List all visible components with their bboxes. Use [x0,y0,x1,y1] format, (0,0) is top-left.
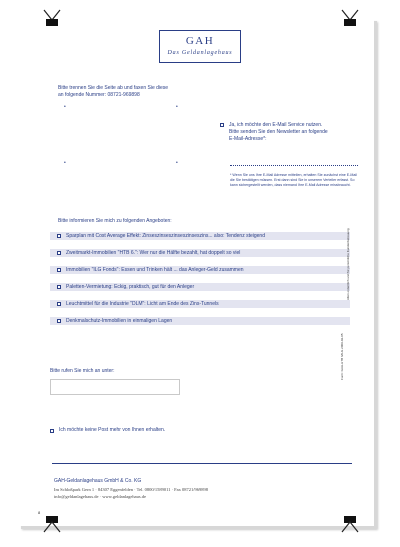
page-number: 8 [38,510,41,515]
phone-input[interactable] [50,379,180,395]
side-note-text: Allen ordentlich und für persönliche Kundenbetreuung [346,228,350,300]
fax-instruction-line: Bitte trennen Sie die Seite ab und faxen Sie diese [58,85,169,91]
offer-row[interactable] [50,266,350,274]
no-post-checkbox[interactable] [50,429,54,433]
email-service-option [220,122,360,143]
footer-company: GAH-Geldanlagehaus GmbH & Co. KG [54,478,142,484]
email-offer-line: Bitte senden Sie den Newsletter an folgende [229,129,328,135]
offer-label: Immobilien "ILG Fonds": Essen und Trinken hält ... das Anleger-Geld zusammen [66,266,244,273]
email-footnote: * Wenn Sie uns Ihre E-Mail Adresse mitteilen, erhalten Sie zunächst eine E-Mail die Sie bestätigen müssen. Erst dann sind Sie in unserem Verteiler erfasst. So kann sichergestellt werden, dass niemand Ihre E-Mail Adresse missbraucht. [230,173,357,187]
form-code-text: Form: GAH-HTB 6/ILG 2009-02-05 [340,333,344,380]
binder-clip-icon [40,8,64,28]
company-logo [159,30,241,63]
offers-intro: Bitte informieren Sie mich zu folgenden Angeboten: [58,218,172,224]
offer-row[interactable] [50,249,350,257]
email-service-checkbox[interactable] [220,123,224,127]
binder-clip-icon [338,514,362,534]
no-post-label: Ich möchte keine Post mehr von Ihnen erhalten. [59,427,166,433]
logo-subtitle: Das Geldanlagehaus [167,50,233,56]
email-address-field[interactable] [230,165,358,166]
logo-name: GAH [185,35,215,47]
binder-clip-icon [40,514,64,534]
offer-checkbox[interactable] [57,268,61,272]
address-marker: • [176,104,178,110]
offer-label: Leuchtmittel für die Industrie "DLM": Licht am Ende des Zins-Tunnels [66,300,219,307]
address-marker: • [176,160,178,166]
offer-row[interactable] [50,283,350,291]
no-post-option [50,427,165,434]
offer-label: Denkmalschutz-Immobilien in einmaligen Lagen [66,317,173,324]
offer-checkbox[interactable] [57,234,61,238]
offer-label: Zweitmarkt-Immobilien "HTB 6.": Wer nur die Hälfte bezahlt, hat doppelt so viel [66,249,241,256]
offer-label: Sparplan mit Cost Average Effekt: Zinseszinseszinseszinseszins... also: Tendenz steigend [66,232,265,239]
fax-instruction-line: an folgende Nummer: 08721-969898 [58,92,140,98]
offer-row[interactable] [50,232,350,240]
email-offer-line: E-Mail-Adresse*: [229,136,267,142]
offer-row[interactable] [50,300,350,308]
footer-address-block [54,486,354,500]
binder-clip-icon [338,8,362,28]
address-marker: • [64,104,66,110]
address-marker: • [64,160,66,166]
offer-checkbox[interactable] [57,251,61,255]
footer-divider [52,463,352,464]
offer-label: Paletten-Vermietung: Eckig, praktisch, gut für den Anleger [66,283,195,290]
offer-checkbox[interactable] [57,302,61,306]
offer-row[interactable] [50,317,350,325]
offer-checkbox[interactable] [57,285,61,289]
email-offer-line: Ja, ich möchte den E-Mail Service nutzen. [229,122,323,128]
call-prompt: Bitte rufen Sie mich an unter: [50,368,115,374]
fax-instruction [58,85,208,99]
footer-contact: info@geldanlagehaus.de · www.geldanlagehaus.de [54,494,146,499]
footer-address: Im Schloßpark Gern 1 · 84307 Eggenfelden · Tel. 0800/1589011 · Fax 08721/969898 [54,487,209,492]
offer-checkbox[interactable] [57,319,61,323]
